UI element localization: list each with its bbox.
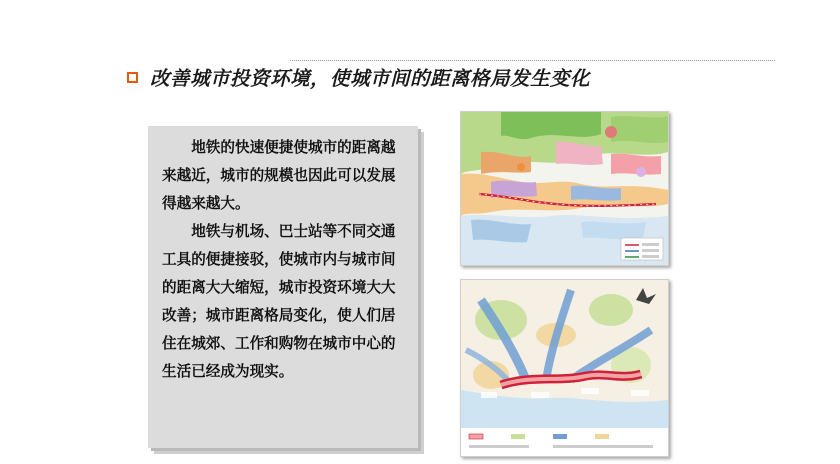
city-land-use-map-icon xyxy=(461,112,668,265)
square-bullet-icon xyxy=(127,72,138,83)
paragraph-1: 地铁的快速便捷使城市的距离越来越近，城市的规模也因此可以发展得越来越大。 xyxy=(162,139,396,212)
title-row xyxy=(127,62,687,92)
city-land-use-map xyxy=(460,111,669,266)
text-panel xyxy=(148,126,418,448)
slide-title: 改善城市投资环境，使城市间的距离格局发生变化 xyxy=(150,67,591,90)
paragraph-2: 地铁与机场、巴士站等不同交通工具的便捷接驳，使城市内与城市间的距离大大缩短，城市投资环境大大改善；城市距离格局变化，使人们居住在城郊、工作和购物在城市中心的生活已经成为现实。 xyxy=(162,223,396,380)
header-dotted-rule xyxy=(290,60,775,61)
transit-corridor-map-icon xyxy=(461,280,668,456)
transit-corridor-map xyxy=(460,279,669,457)
